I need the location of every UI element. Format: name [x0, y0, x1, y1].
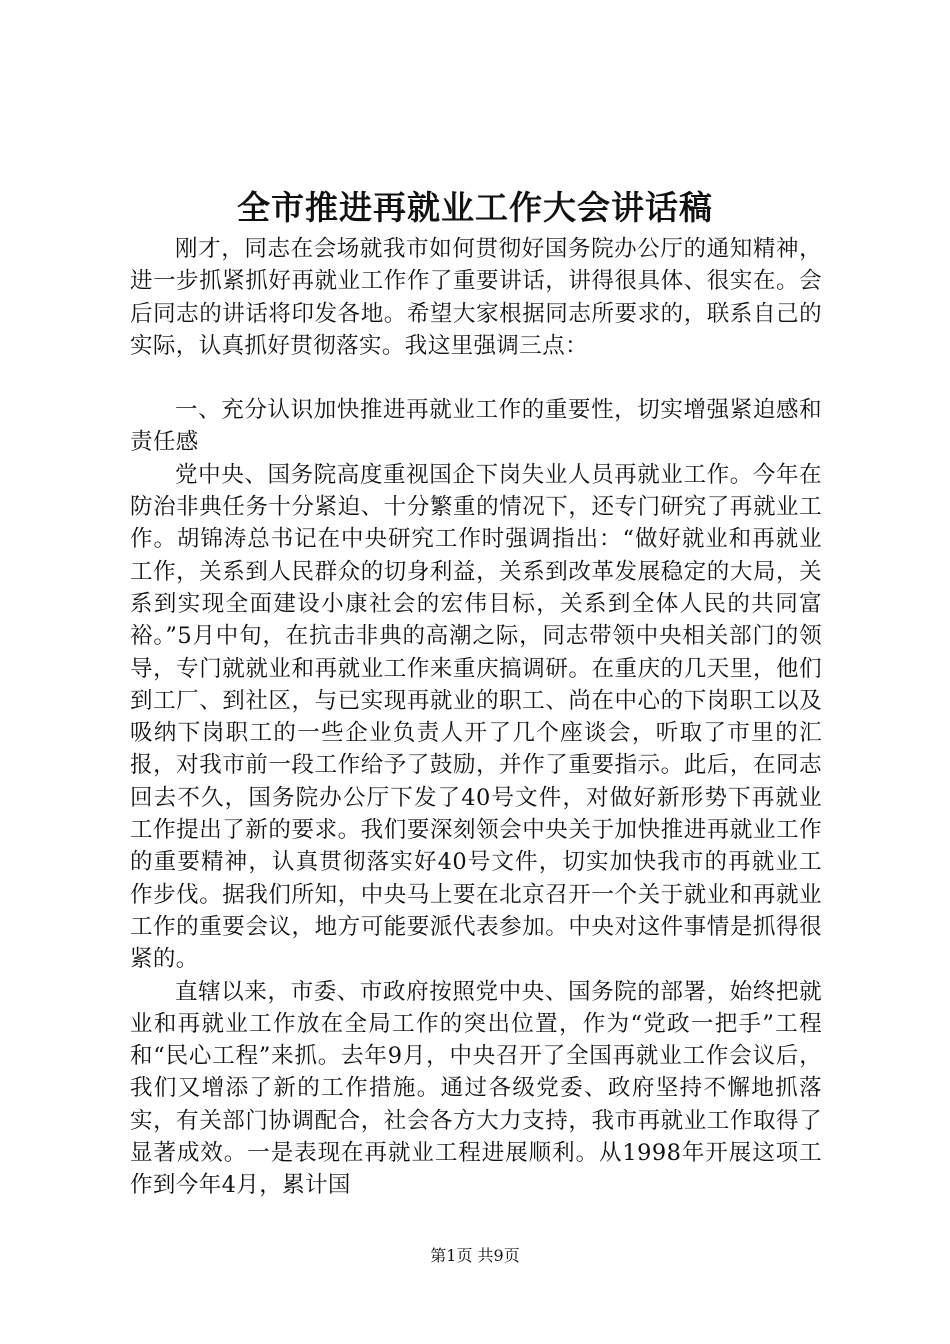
paragraph-central-attention: 党中央、国务院高度重视国企下岗失业人员再就业工作。今年在防治非典任务十分紧迫、十分繁重的情况下，还专门研究了再就业工作。胡锦涛总书记在中央研究工作时强调指出：“做好就业和再就业工作，关系到人民群众的切身利益，关系到改革发展稳定的大局，关系到实现全面建设小康社会的宏伟目标，关系到全体人民的共同富裕。”5月中旬，在抗击非典的高潮之际，同志带领中央相关部门的领导，专门就就业和再就业工作来重庆搞调研。在重庆的几天里，他们到工厂、到社区，与已实现再就业的职工、尚在中心的下岗职工以及吸纳下岗职工的一些企业负责人开了几个座谈会，听取了市里的汇报，对我市前一段工作给予了鼓励，并作了重要指示。此后，在同志回去不久，国务院办公厅下发了40号文件，对做好新形势下再就业工作提出了新的要求。我们要深刻领会中央关于加快推进再就业工作的重要精神，认真贯彻落实好40号文件，切实加快我市的再就业工作步伐。据我们所知，中央马上要在北京召开一个关于就业和再就业工作的重要会议，地方可能要派代表参加。中央对这件事情是抓得很紧的。	[130, 461, 822, 973]
section-heading-1: 一、充分认识加快推进再就业工作的重要性，切实增强紧迫感和责任感	[130, 397, 822, 456]
document-title: 全市推进再就业工作大会讲话稿	[237, 188, 713, 227]
paragraph-municipal-progress: 直辖以来，市委、市政府按照党中央、国务院的部署，始终把就业和再就业工作放在全局工作的突出位置，作为“党政一把手”工程和“民心工程”来抓。去年9月，中央召开了全国再就业工作会议后，我们又增添了新的工作措施。通过各级党委、政府坚持不懈地抓落实，有关部门协调配合，社会各方大力支持，我市再就业工作取得了显著成效。一是表现在再就业工程进展顺利。从1998年开展这项工作到今年4月，累计国	[130, 978, 822, 1199]
page-footer: 第1页 共9页	[430, 1246, 520, 1265]
paragraph-intro: 刚才，同志在会场就我市如何贯彻好国务院办公厅的通知精神，进一步抓紧抓好再就业工作作了重要讲话，讲得很具体、很实在。会后同志的讲话将印发各地。希望大家根据同志所要求的，联系自己的实际，认真抓好贯彻落实。我这里强调三点：	[130, 236, 822, 359]
document-body	[130, 233, 822, 1202]
